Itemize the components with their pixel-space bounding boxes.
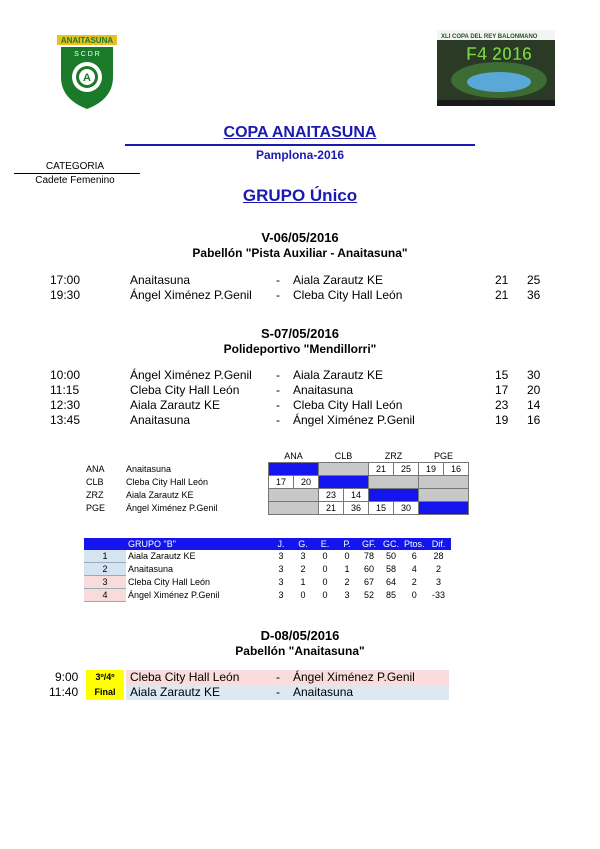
standings-gc: 64: [385, 577, 396, 587]
match-row: [0, 273, 600, 288]
standings-g: 1: [300, 577, 306, 587]
match-home: Cleba City Hall León: [130, 670, 240, 684]
standings-header: GF.: [358, 538, 380, 550]
matrix-score: 30: [394, 502, 419, 515]
standings-p: 1: [344, 564, 350, 574]
event-logo: [437, 30, 555, 106]
match-row: [0, 413, 600, 428]
match-separator: -: [276, 383, 280, 397]
matrix-row: [84, 463, 469, 476]
match-time: 9:00: [55, 670, 79, 684]
standings-g: 0: [300, 590, 306, 600]
match-away: Aiala Zarautz KE: [293, 273, 384, 287]
round-badge: Final: [86, 685, 124, 700]
matrix-score: 21: [319, 502, 344, 515]
standings-pts: 6: [411, 551, 417, 562]
match-score-home: 15: [495, 368, 509, 382]
matrix-team-code: PGE: [86, 503, 106, 513]
standings-header: J.: [270, 538, 292, 550]
match-separator: -: [276, 288, 280, 302]
page-title: COPA ANAITASUNA: [223, 124, 377, 141]
day2-venue: Polideportivo "Mendillorri": [223, 342, 377, 356]
results-matrix: [84, 450, 469, 515]
standings-p: 3: [344, 590, 350, 600]
club-name-text: ANAITASUNA: [60, 36, 114, 45]
match-score-home: 21: [495, 273, 509, 287]
standings-header: Dif.: [427, 538, 451, 550]
matrix-self-cell: [269, 463, 319, 476]
standings-e: 0: [322, 551, 328, 562]
match-home: Anaitasuna: [130, 273, 191, 287]
standings-gf: 52: [363, 590, 374, 600]
match-home: Anaitasuna: [130, 413, 191, 427]
standings-g: 2: [300, 564, 306, 574]
match-score-home: 23: [495, 398, 509, 412]
standings-gf: 78: [363, 551, 374, 562]
match-separator: -: [276, 685, 280, 699]
match-time: 10:00: [50, 368, 81, 382]
match-separator: -: [276, 273, 280, 287]
title-divider: [125, 144, 475, 146]
matrix-score: 14: [344, 489, 369, 502]
match-score-away: 30: [527, 368, 541, 382]
match-away: Ángel Ximénez P.Genil: [293, 670, 415, 684]
category-divider: [14, 173, 140, 174]
standings-pts: 0: [411, 590, 417, 600]
final-match-row: [0, 685, 600, 700]
standings-row: [84, 563, 451, 576]
matrix-team-code: ZRZ: [86, 490, 104, 500]
club-initials-text: S C D R: [74, 51, 100, 58]
match-away: Anaitasuna: [293, 383, 354, 397]
matrix-score: 21: [369, 463, 394, 476]
day1-venue: Pabellón "Pista Auxiliar - Anaitasuna": [192, 246, 408, 260]
matrix-col-header: PGE: [433, 451, 453, 461]
matrix-team-name: Aiala Zarautz KE: [126, 490, 194, 500]
final-match-row: [0, 670, 600, 685]
event-line1-text: XLI COPA DEL REY BALONMANO: [441, 34, 538, 40]
standings-table: [84, 538, 451, 602]
match-score-away: 16: [527, 413, 541, 427]
match-score-home: 19: [495, 413, 509, 427]
match-separator: -: [276, 398, 280, 412]
matrix-score: 16: [444, 463, 469, 476]
match-row: [0, 383, 600, 398]
standings-gf: 60: [363, 564, 374, 574]
standings-e: 0: [322, 564, 328, 574]
matrix-col-header: ZRZ: [384, 451, 403, 461]
match-home: Ángel Ximénez P.Genil: [130, 368, 252, 382]
matrix-self-cell: [369, 489, 419, 502]
match-time: 17:00: [50, 273, 81, 287]
match-score-away: 14: [527, 398, 541, 412]
standings-row: [84, 550, 451, 563]
group-title: GRUPO Único: [242, 186, 358, 205]
match-separator: -: [276, 368, 280, 382]
standings-row: [84, 576, 451, 589]
matrix-team-code: ANA: [86, 464, 105, 474]
standings-pos: 1: [84, 550, 126, 563]
matrix-empty-cell: [419, 476, 469, 489]
club-letter-text: A: [83, 72, 91, 84]
standings-j: 3: [278, 590, 284, 600]
matrix-team-name: Ángel Ximénez P.Genil: [126, 503, 218, 513]
matrix-row: [84, 502, 469, 515]
matrix-score: 17: [269, 476, 294, 489]
match-time: 11:15: [50, 383, 80, 397]
category-value: Cadete Femenino: [35, 175, 115, 186]
standings-team: Ángel Ximénez P.Genil: [128, 590, 220, 600]
category-label: CATEGORIA: [45, 161, 105, 172]
match-row: [0, 398, 600, 413]
standings-j: 3: [278, 564, 284, 574]
matrix-col-header: CLB: [334, 451, 353, 461]
standings-e: 0: [322, 577, 328, 587]
round-badge: 3º/4º: [86, 670, 124, 685]
matrix-score: 23: [319, 489, 344, 502]
day3-date: D-08/05/2016: [260, 628, 340, 643]
standings-dif: 2: [436, 564, 442, 574]
matrix-score: 19: [419, 463, 444, 476]
match-score-away: 36: [527, 288, 541, 302]
match-away: Anaitasuna: [293, 685, 354, 699]
match-time: 11:40: [49, 685, 79, 699]
standings-pts: 2: [411, 577, 417, 587]
matrix-score: 36: [344, 502, 369, 515]
match-row: [0, 288, 600, 303]
standings-pos: 4: [84, 589, 126, 602]
matrix-score: 20: [294, 476, 319, 489]
standings-team: Aiala Zarautz KE: [128, 551, 196, 562]
standings-header: E.: [314, 538, 336, 550]
standings-pos: 3: [84, 576, 126, 589]
day3-venue: Pabellón "Anaitasuna": [235, 644, 365, 658]
match-time: 12:30: [50, 398, 81, 412]
standings-gc: 50: [385, 551, 396, 562]
standings-dif: -33: [432, 590, 446, 600]
matrix-empty-cell: [369, 476, 419, 489]
standings-j: 3: [278, 551, 284, 562]
standings-gc: 58: [385, 564, 396, 574]
club-logo: [55, 33, 119, 111]
standings-j: 3: [278, 577, 284, 587]
matrix-score: 25: [394, 463, 419, 476]
standings-header: GC.: [380, 538, 402, 550]
standings-e: 0: [322, 590, 328, 600]
standings-p: 2: [344, 577, 350, 587]
match-home: Ángel Ximénez P.Genil: [130, 288, 252, 302]
match-home: Aiala Zarautz KE: [130, 398, 221, 412]
matrix-empty-cell: [269, 489, 319, 502]
matrix-col-header: ANA: [284, 451, 303, 461]
match-separator: -: [276, 413, 280, 427]
matrix-score: 15: [369, 502, 394, 515]
standings-pos: 2: [84, 563, 126, 576]
match-time: 13:45: [50, 413, 81, 427]
match-time: 19:30: [50, 288, 81, 302]
match-score-home: 17: [495, 383, 509, 397]
matrix-empty-cell: [419, 489, 469, 502]
match-away: Aiala Zarautz KE: [293, 368, 384, 382]
standings-team: Anaitasuna: [128, 564, 174, 574]
match-home: Aiala Zarautz KE: [130, 685, 221, 699]
matrix-empty-cell: [319, 463, 369, 476]
standings-gf: 67: [363, 577, 374, 587]
standings-dif: 28: [433, 551, 444, 562]
matrix-team-name: Cleba City Hall León: [126, 477, 209, 487]
matrix-empty-cell: [269, 502, 319, 515]
match-separator: -: [276, 670, 280, 684]
standings-row: [84, 589, 451, 602]
standings-pts: 4: [411, 564, 417, 574]
day2-date: S-07/05/2016: [260, 326, 340, 341]
matrix-row: [84, 476, 469, 489]
match-score-away: 20: [527, 383, 541, 397]
match-score-away: 25: [527, 273, 541, 287]
standings-g: 3: [300, 551, 306, 562]
standings-dif: 3: [436, 577, 442, 587]
matrix-team-name: Anaitasuna: [126, 464, 172, 474]
matrix-team-code: CLB: [86, 477, 104, 487]
match-away: Ángel Ximénez P.Genil: [293, 413, 415, 427]
standings-header: Ptos.: [404, 539, 425, 549]
match-home: Cleba City Hall León: [130, 383, 240, 397]
standings-header: G.: [292, 538, 314, 550]
standings-header: P.: [336, 538, 358, 550]
match-score-home: 21: [495, 288, 509, 302]
match-row: [0, 368, 600, 383]
matrix-self-cell: [419, 502, 469, 515]
standings-gc: 85: [385, 590, 396, 600]
standings-header-row: [84, 538, 451, 550]
day1-date: V-06/05/2016: [261, 230, 339, 245]
match-away: Cleba City Hall León: [293, 288, 403, 302]
matrix-header-row: [84, 450, 469, 463]
match-away: Cleba City Hall León: [293, 398, 403, 412]
matrix-row: [84, 489, 469, 502]
standings-team: Cleba City Hall León: [128, 577, 211, 587]
event-line2-text: F4 2016: [465, 44, 533, 64]
page-subtitle: Pamplona-2016: [255, 148, 345, 162]
matrix-self-cell: [319, 476, 369, 489]
standings-header: GRUPO "B": [126, 538, 270, 550]
standings-p: 0: [344, 551, 350, 562]
